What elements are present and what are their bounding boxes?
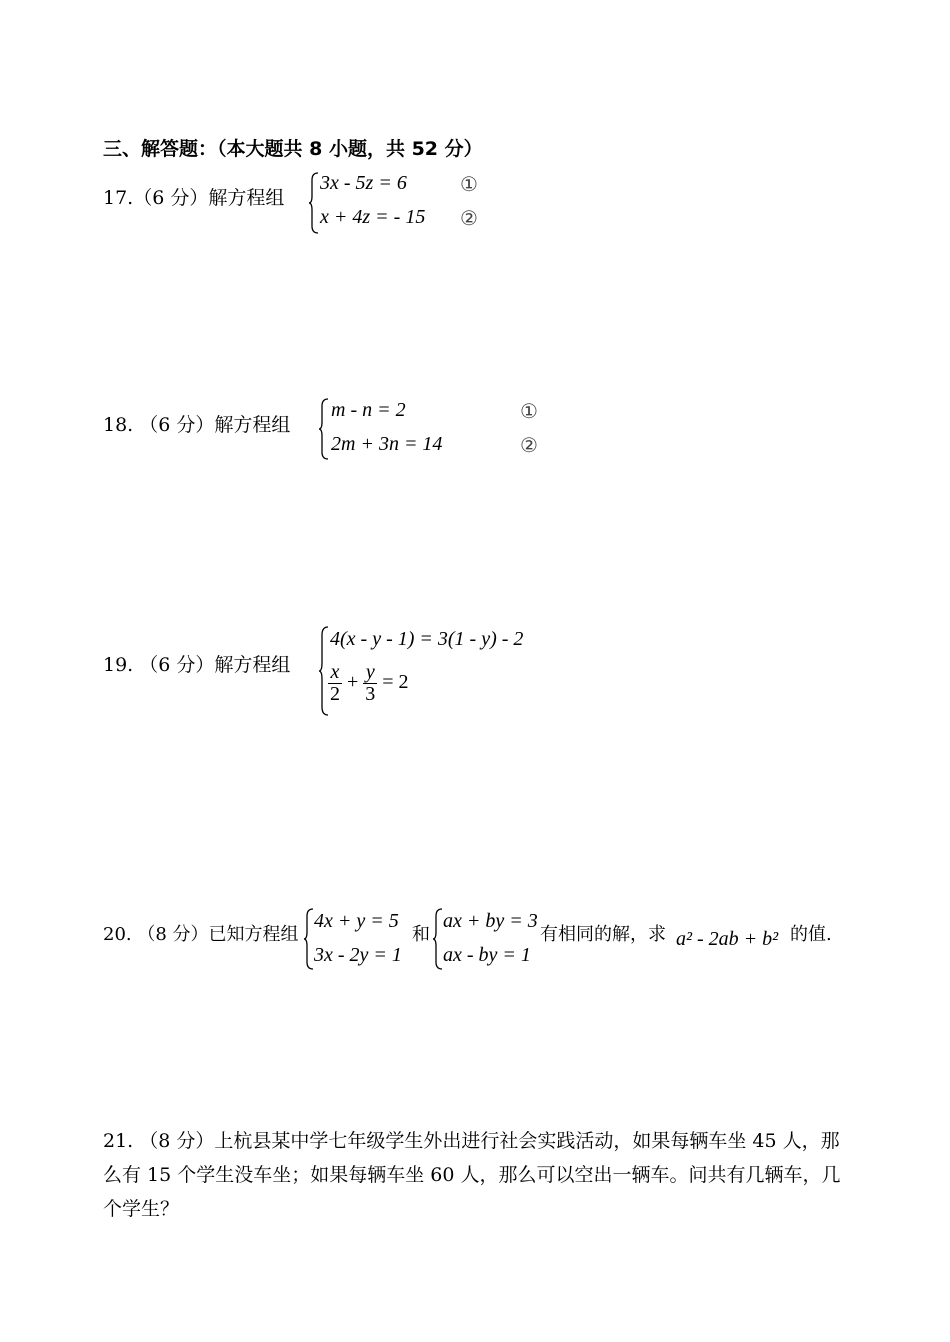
q19-plus-sign: + [347,671,359,694]
q18-brace [318,398,330,460]
q17-equation-2: x + 4z = - 15 [320,206,426,228]
q17-marker-2: ② [460,206,478,230]
q18-equation-2: 2m + 3n = 14 [331,433,443,455]
q20-end-text: 的值. [790,924,832,945]
q19-equation-2 [328,662,409,705]
q17-equation-1: 3x - 5z = 6 [320,172,407,194]
q17-label: 17.（6 分）解方程组 [103,187,285,209]
q20-expression: a² - 2ab + b² [676,928,779,950]
q19-fraction-x-over-2: $\frac{x}{2}$ [330,661,340,705]
q20-label: 20. （8 分）已知方程组 [103,924,299,945]
q19-equation-1: 4(x - y - 1) = 3(1 - y) - 2 [330,628,524,650]
q20-system1-eq2: 3x - 2y = 1 [314,944,402,966]
q19-fraction-y-over-3: $\frac{y}{3}$ [365,661,376,705]
q20-connector: 和 [412,924,430,945]
q18-equation-1: m - n = 2 [331,399,406,421]
q18-marker-2: ② [520,433,538,457]
q17-marker-1: ① [460,172,478,196]
question-21-text: 21. （8 分）上杭县某中学七年级学生外出进行社会实践活动，如果每辆车坐 45 人，那么有 15 个学生没车坐；如果每辆车坐 60 人，那么可以空出一辆车。问共有几辆车，几个学生？ [103,1130,841,1220]
q20-system1-eq1: 4x + y = 5 [314,910,399,932]
q18-label: 18. （6 分）解方程组 [103,414,291,436]
q19-label: 19. （6 分）解方程组 [103,654,291,676]
q20-mid-text: 有相同的解，求 [540,924,666,945]
q20-system2-eq1: ax + by = 3 [443,910,538,932]
q18-marker-1: ① [520,399,538,423]
q19-rhs: = 2 [382,671,409,694]
section-heading: 三、解答题：（本大题共 8 小题，共 52 分） [103,138,483,160]
q20-system2-eq2: ax - by = 1 [443,944,531,966]
q17-brace [308,172,320,234]
